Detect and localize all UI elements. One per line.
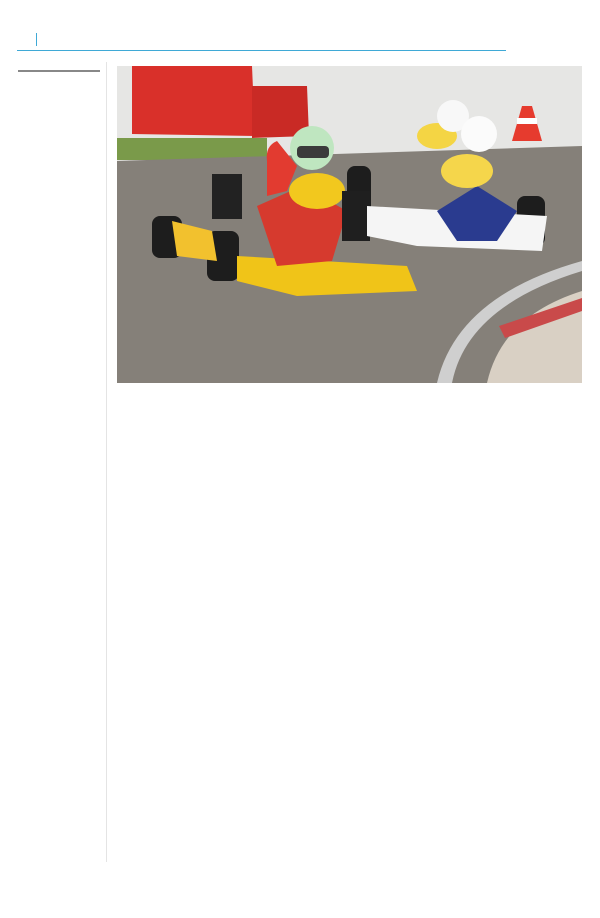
article-column-3 — [346, 400, 454, 595]
sidebar-rule — [18, 70, 100, 72]
column-divider — [106, 62, 107, 862]
header-divider — [36, 33, 37, 46]
sidebar-es-stand — [18, 66, 100, 79]
article-column-1 — [117, 410, 225, 595]
article-column-2 — [232, 400, 340, 595]
page-header — [17, 30, 506, 51]
kart-race-illustration — [117, 66, 582, 383]
hero-photo — [117, 66, 582, 383]
